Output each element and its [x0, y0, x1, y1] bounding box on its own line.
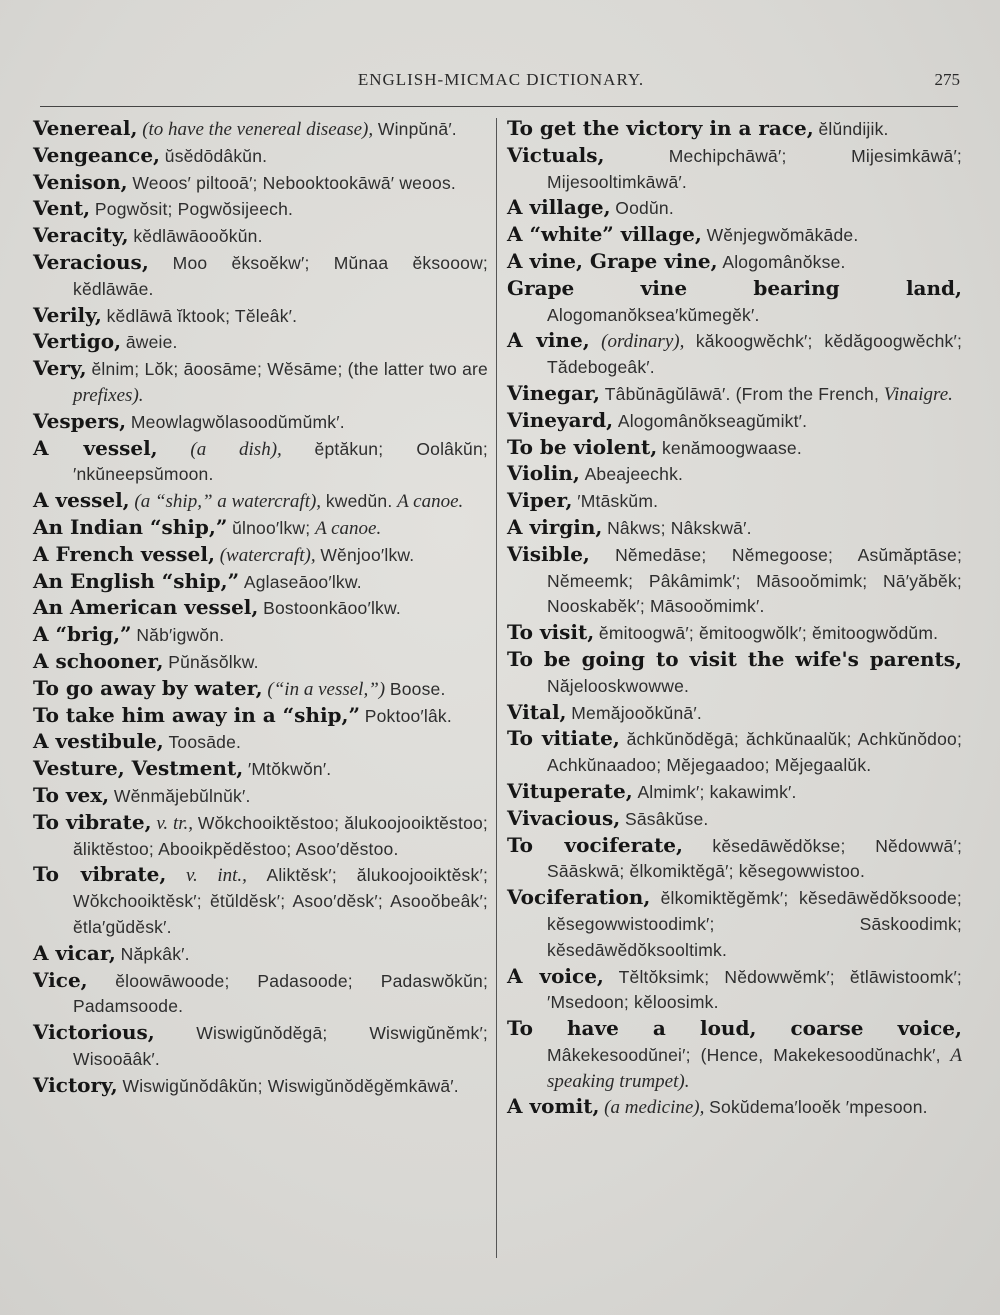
headword: A schooner, [33, 648, 164, 673]
headword: An English “ship,” [33, 568, 240, 593]
dictionary-entry [33, 595, 488, 622]
entry-definition: kĕdlāwā ĭktook; Tĕleâk′. [106, 305, 298, 326]
entry-definition: ăchkŭnŏdĕgā; ăchkŭnaalŭk; Achkŭnŏdoo; Achkŭnaadoo; Mĕjegaadoo; Mĕjegaalŭk. [547, 729, 962, 776]
dictionary-entry [33, 143, 488, 170]
dictionary-entry [33, 703, 488, 730]
dictionary-entry [507, 435, 962, 462]
dictionary-entry [507, 964, 962, 1017]
headword: To have a loud, coarse voice, [507, 1016, 962, 1041]
headword: Veracious, [33, 249, 149, 274]
dictionary-entry [507, 806, 962, 833]
headword: To vibrate, [33, 809, 152, 834]
dictionary-entry [507, 885, 962, 963]
headword: An Indian “ship,” [33, 514, 228, 539]
entry-definition: Năjelooskwowwe. [547, 675, 690, 696]
entry-definition: ĕlnim; Lŏk; āoosāme; Wĕsāme; (the latter two are [91, 359, 488, 380]
dictionary-entry [507, 488, 962, 515]
entry-definition: kĕdlāwāooŏkŭn. [133, 226, 263, 247]
dictionary-entry [33, 303, 488, 330]
running-header [36, 70, 966, 98]
entry-note: (a “ship,” a watercraft), [134, 491, 322, 513]
entry-definition: Abeajeechk. [584, 464, 684, 485]
headword: A vessel, [33, 435, 158, 460]
headword: Vent, [33, 196, 91, 221]
dictionary-entry [33, 170, 488, 197]
headword: Very, [33, 356, 87, 381]
headword: Violin, [507, 461, 580, 486]
headword: A voice, [507, 963, 604, 988]
headword: Grape vine bearing land, [507, 275, 962, 300]
dictionary-entry [33, 356, 488, 409]
left-column [33, 116, 488, 1099]
headword: A virgin, [507, 514, 603, 539]
entry-note: (a medicine), [604, 1097, 705, 1119]
page-number: 275 [934, 70, 960, 89]
entry-definition: ′Mtāskŭm. [577, 491, 659, 512]
dictionary-entry [33, 1073, 488, 1100]
headword: To be going to visit the wife's parents, [507, 646, 962, 671]
headword: Venison, [33, 169, 128, 194]
headword: A French vessel, [33, 541, 215, 566]
dictionary-entry [507, 515, 962, 542]
entry-definition: Boose. [389, 678, 446, 699]
entry-definition: Năb′igwŏn. [136, 625, 225, 646]
headword: Vital, [507, 699, 567, 724]
entry-definition: Wŏkchooiktĕstoo; ălukoojooiktĕstoo; ăliktĕstoo; Abooikpĕdĕstoo; Asoo′dĕstoo. [73, 812, 488, 859]
dictionary-entry [33, 729, 488, 756]
headword: Vertigo, [33, 329, 122, 354]
entry-definition: Meowlagwŏlasoodŭmŭmk′. [130, 411, 345, 432]
dictionary-entry [507, 1016, 962, 1094]
entry-definition: Pogwŏsit; Pogwŏsijeech. [94, 199, 294, 220]
dictionary-entry [507, 700, 962, 727]
dictionary-entry [507, 328, 962, 381]
headword: To get the victory in a race, [507, 116, 814, 140]
dictionary-entry [33, 1020, 488, 1073]
dictionary-entry [507, 647, 962, 700]
entry-definition: Bostoonkāoo′lkw. [263, 598, 401, 619]
dictionary-entry [33, 569, 488, 596]
entry-definition: ĕptăkun; Oolâkŭn; ′nkŭneepsŭmoon. [73, 438, 488, 485]
headword: Verily, [33, 302, 102, 327]
dictionary-entry [33, 250, 488, 303]
dictionary-entry [507, 779, 962, 806]
headword: A vestibule, [33, 729, 164, 754]
dictionary-entry [507, 381, 962, 408]
entry-definition: ĕloowāwoode; Padasoode; Padaswŏkŭn; Padamsoode. [73, 970, 489, 1017]
entry-definition: Mechipchāwā′; Mijesimkāwā′; Mijesooltimkāwā′. [547, 145, 962, 192]
dictionary-entry [33, 783, 488, 810]
entry-definition: Wĕnjegwŏmākāde. [706, 225, 859, 246]
headword: To vociferate, [507, 832, 683, 857]
headword: Vinegar, [507, 380, 601, 405]
entry-definition: Wĕnmăjebŭlnŭk′. [113, 785, 251, 806]
dictionary-entry [33, 676, 488, 703]
headword: A “brig,” [33, 622, 132, 647]
dictionary-entry [507, 195, 962, 222]
entry-definition: āweie. [125, 332, 178, 353]
entry-definition: Alogomânŏkseagŭmikt′. [617, 410, 808, 431]
entry-definition: Sokŭdema′looĕk ′mpesoon. [709, 1097, 928, 1118]
entry-definition: Aliktĕsk′; ălukoojooiktĕsk′; Wŏkchooiktĕsk′; ĕtŭldĕsk′; Asoo′dĕsk′; Asooŏbeâk′; ĕtla′gŭdĕsk′. [73, 865, 489, 937]
entry-definition: Moo ĕksoĕkw′; Mŭnaa ĕksooow; kĕdlāwāe. [73, 252, 488, 299]
column-divider [496, 118, 497, 1258]
headword: A vine, [507, 328, 590, 353]
dictionary-entry [507, 143, 962, 196]
dictionary-entry [33, 862, 488, 940]
dictionary-entry [507, 833, 962, 886]
dictionary-entry [33, 515, 488, 542]
entry-definition: Wĕnjoo′lkw. [320, 544, 415, 565]
dictionary-entry [33, 436, 488, 489]
entry-note: A canoe. [397, 491, 464, 513]
entry-definition: Năpkâk′. [120, 943, 190, 964]
headword: A village, [507, 195, 611, 220]
dictionary-entry [33, 488, 488, 515]
headword: Vesture, Vestment, [33, 756, 244, 781]
entry-definition: Oodŭn. [615, 198, 674, 219]
entry-note: A speaking trumpet). [547, 1044, 963, 1092]
headword: Veracity, [33, 223, 129, 248]
entry-definition: Nâkws; Nâkskwā′. [607, 517, 752, 538]
entry-definition: Alogomanŏksea′kŭmegĕk′. [547, 304, 760, 325]
entry-note: (to have the venereal disease), [142, 119, 374, 140]
entry-definition: Nĕmedāse; Nĕmegoose; Asŭmăptāse; Nĕmeemk; Pâkâmimk′; Māsooŏmimk; Nā′yăbĕk; Nooskabĕk′; Māsooŏmimk′. [547, 544, 963, 617]
entry-definition: Pŭnăsŏlkw. [168, 651, 259, 672]
dictionary-entry [33, 810, 488, 863]
headword: To go away by water, [33, 675, 263, 700]
headword: Vespers, [33, 408, 127, 433]
headword: Visible, [507, 541, 590, 566]
entry-definition: Mâkekesoodŭnei′; (Hence, Makekesoodŭnachk′, [547, 1044, 941, 1065]
entry-definition: ĕlkomiktĕgĕmk′; kĕsedāwĕdŏksoode; kĕsegowwistoodimk′; Sāskoodimk; kĕsedāwĕdŏksooltimk. [547, 888, 962, 960]
dictionary-entry [33, 223, 488, 250]
headword: Vociferation, [507, 885, 651, 910]
dictionary-entry [33, 196, 488, 223]
entry-definition: Wiswigŭnŏdĕgā; Wiswigŭnĕmk′; Wisooāâk′. [73, 1023, 488, 1069]
entry-note: (“in a vessel,”) [267, 678, 386, 700]
headword: A vessel, [33, 488, 130, 513]
headword: A vine, Grape vine, [507, 248, 718, 273]
dictionary-entry [33, 968, 488, 1021]
entry-definition: kăkoogwĕchk′; kĕdăgoogwĕchk′; Tădebogeâk′. [547, 331, 963, 378]
headword: Victory, [33, 1072, 118, 1097]
entry-definition: ĕlŭndijik. [818, 119, 889, 139]
headword: An American vessel, [33, 595, 259, 620]
entry-note: v. tr., [156, 812, 194, 834]
headword: Victorious, [33, 1020, 155, 1045]
dictionary-entry [33, 756, 488, 783]
entry-definition: Weoos′ piltooā′; Nebooktookāwā′ weoos. [132, 172, 456, 193]
dictionary-entry [33, 542, 488, 569]
entry-note: (a dish), [190, 438, 282, 460]
entry-definition: Tâbŭnāgŭlāwā′. (From the French, [604, 383, 880, 404]
headword: To vex, [33, 782, 110, 807]
entry-note: A canoe. [315, 517, 382, 539]
headword: Venereal, [33, 116, 138, 140]
dictionary-entry [33, 622, 488, 649]
dictionary-entry [33, 116, 488, 143]
entry-definition: kĕsedāwĕdŏkse; Nĕdowwā′; Sāāskwā; ĕlkomiktĕgā′; kĕsegowwistoo. [547, 835, 963, 882]
entry-definition: Toosāde. [168, 732, 242, 753]
entry-definition: ′Mtŏkwŏn′. [247, 759, 332, 780]
dictionary-entry [507, 249, 962, 276]
headword: To take him away in a “ship,” [33, 702, 360, 727]
headword: To vibrate, [33, 862, 167, 887]
headword: A “white” village, [507, 222, 702, 247]
dictionary-entry [33, 329, 488, 356]
entry-definition: Wiswigŭnŏdâkŭn; Wiswigŭnŏdĕgĕmkāwā′. [122, 1075, 459, 1096]
entry-definition: Aglaseāoo′lkw. [243, 571, 362, 592]
entry-note: (watercraft), [219, 544, 316, 566]
dictionary-entry [507, 116, 962, 143]
dictionary-entry [507, 276, 962, 329]
page-title: ENGLISH-MICMAC DICTIONARY. [357, 70, 645, 89]
entry-definition: ŭlnoo′lkw; [232, 517, 311, 538]
entry-definition: Memăjooŏkŭnā′. [571, 702, 702, 723]
dictionary-entry [33, 941, 488, 968]
dictionary-entry [507, 408, 962, 435]
right-column [507, 116, 962, 1121]
headword: Vice, [33, 967, 88, 992]
headword: Vivacious, [507, 805, 621, 830]
headword: To be violent, [507, 434, 658, 459]
headword: Vengeance, [33, 142, 161, 167]
dictionary-entry [507, 461, 962, 488]
entry-definition: kwedŭn. [325, 491, 393, 512]
headword: Vineyard, [507, 407, 614, 432]
entry-definition: Almimk′; kakawimk′. [637, 781, 797, 802]
entry-note: v. int., [185, 865, 247, 887]
entry-definition: kenămoogwaase. [661, 437, 802, 458]
entry-definition: Sāsâkŭse. [624, 808, 709, 829]
dictionary-entry [507, 542, 962, 620]
dictionary-entry [507, 726, 962, 779]
entry-definition: Tĕltŏksimk; Nĕdowwĕmk′; ĕtlāwistoomk′; ′Msedoon; kĕloosimk. [547, 966, 962, 1013]
headword: To visit, [507, 620, 595, 645]
dictionary-entry [33, 409, 488, 436]
headword: To vitiate, [507, 726, 620, 751]
entry-note: prefixes). [73, 384, 144, 406]
headword: A vicar, [33, 940, 116, 965]
entry-definition: Alogomânŏkse. [722, 251, 846, 272]
headword: A vomit, [507, 1094, 600, 1119]
entry-definition: ĕmitoogwā′; ĕmitoogwŏlk′; ĕmitoogwŏdŭm. [598, 623, 939, 644]
entry-definition: Winpŭnā′. [377, 119, 457, 139]
headword: Victuals, [507, 142, 605, 167]
dictionary-entry [33, 649, 488, 676]
dictionary-entry [507, 222, 962, 249]
entry-definition: ŭsĕdōdâkŭn. [164, 145, 268, 166]
dictionary-entry [507, 620, 962, 647]
dictionary-entry [507, 1094, 962, 1121]
entry-note: (ordinary), [601, 331, 685, 353]
headword: Viper, [507, 488, 573, 513]
entry-definition: Poktoo′lâk. [364, 705, 452, 726]
headword: Vituperate, [507, 778, 633, 803]
entry-note: Vinaigre. [883, 383, 953, 405]
header-rule [40, 106, 958, 107]
